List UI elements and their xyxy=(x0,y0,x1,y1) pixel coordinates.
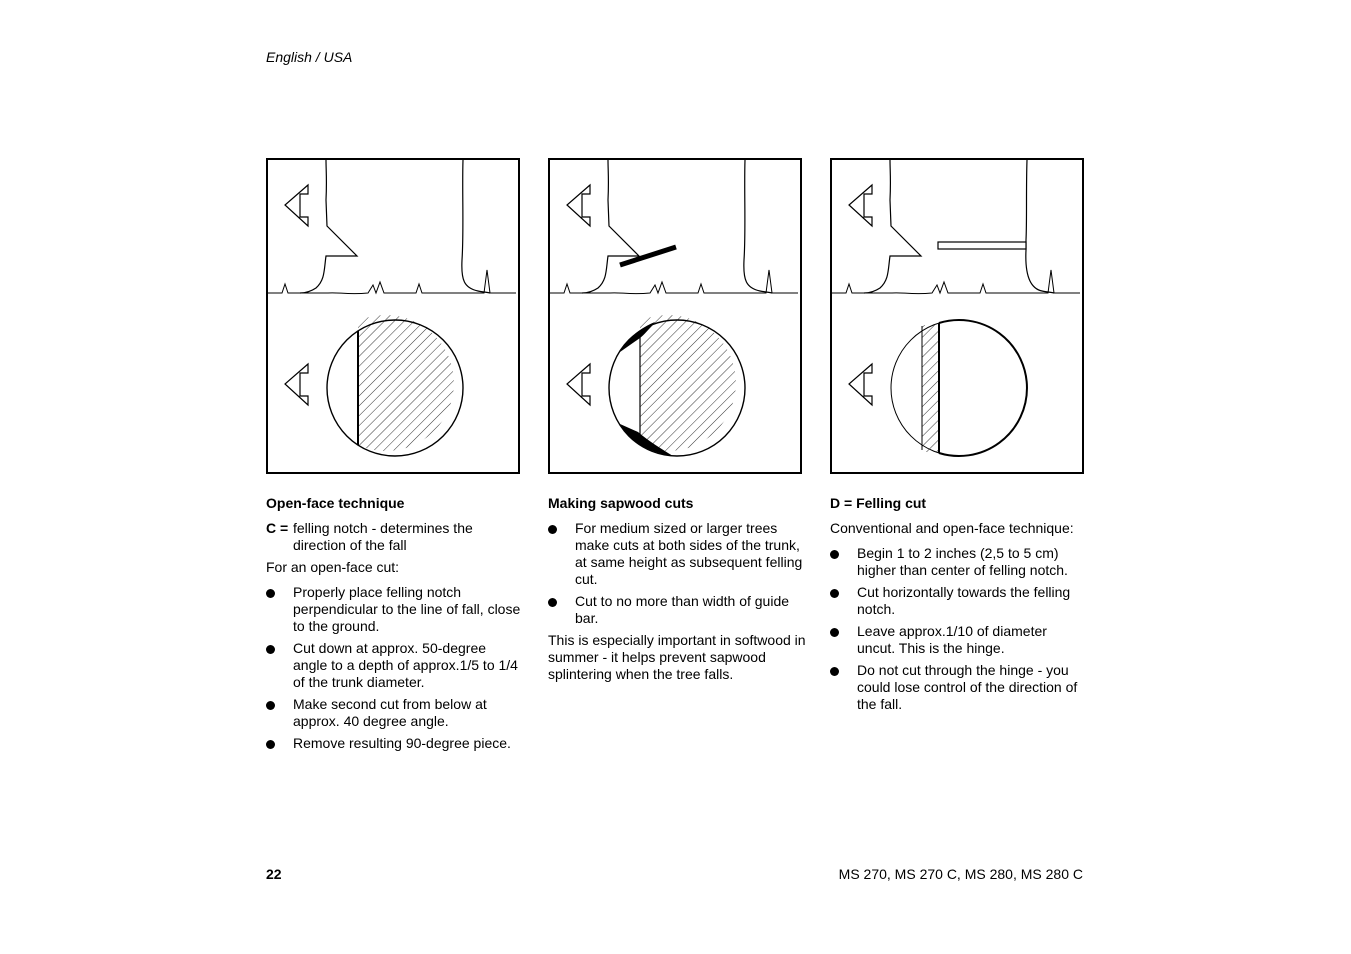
definition-term: C = xyxy=(266,520,289,536)
list-item: Begin 1 to 2 inches (2,5 to 5 cm) higher than center of felling notch. xyxy=(830,545,1088,579)
tree-trunk-back xyxy=(1026,160,1054,293)
trunk-cross-section-remaining xyxy=(939,320,1027,456)
hinge-hatched xyxy=(922,325,939,452)
bullet-icon xyxy=(266,740,275,749)
list-item: Do not cut through the hinge - you could lose control of the direction of the fall. xyxy=(830,662,1088,713)
column-sapwood xyxy=(548,495,806,691)
list-item: Cut down at approx. 50-degree angle to a depth of approx.1/5 to 1/4 of the trunk diameter. xyxy=(266,640,524,691)
column-felling-cut xyxy=(830,495,1088,718)
bullet-icon xyxy=(548,598,557,607)
trunk-cross-section-hatched xyxy=(358,315,454,451)
bullet-list xyxy=(266,584,524,752)
header-language: English / USA xyxy=(266,49,353,65)
bullet-icon xyxy=(830,628,839,637)
figure-felling-cut-drawing xyxy=(832,160,1082,472)
column-open-face xyxy=(266,495,524,757)
bullet-icon xyxy=(266,589,275,598)
felling-cut-slot xyxy=(938,242,1026,249)
arrow-left-icon xyxy=(285,364,308,405)
bullet-list xyxy=(830,545,1088,713)
tree-trunk-back xyxy=(744,160,772,293)
section-heading: Making sapwood cuts xyxy=(548,495,694,511)
arrow-left-icon xyxy=(567,185,590,226)
figure-sapwood-cuts-drawing xyxy=(550,160,800,472)
model-list: MS 270, MS 270 C, MS 280, MS 280 C xyxy=(838,866,1083,882)
trunk-cross-section-hatched xyxy=(640,315,736,451)
list-item: Make second cut from below at approx. 40 degree angle. xyxy=(266,696,524,730)
list-item: Remove resulting 90-degree piece. xyxy=(266,735,524,752)
arrow-left-icon xyxy=(567,364,590,405)
list-item: Cut horizontally towards the felling notch. xyxy=(830,584,1088,618)
definition-row xyxy=(266,520,524,554)
definition-text: felling notch - determines the direction of the fall xyxy=(293,520,473,553)
tree-trunk-back xyxy=(462,160,490,293)
figure-open-face-notch xyxy=(266,158,520,474)
list-item: For medium sized or larger trees make cuts at both sides of the trunk, at same height as subsequent felling cut. xyxy=(548,520,806,588)
figure-felling-cut xyxy=(830,158,1084,474)
list-item: Cut to no more than width of guide bar. xyxy=(548,593,806,627)
bullet-list xyxy=(548,520,806,627)
page-number: 22 xyxy=(266,866,282,882)
bullet-icon xyxy=(548,525,557,534)
section-heading: D = Felling cut xyxy=(830,495,927,511)
ground-line xyxy=(550,270,798,294)
intro-text: Conventional and open-face technique: xyxy=(830,520,1074,536)
ground-line xyxy=(832,270,1080,294)
section-heading: Open-face technique xyxy=(266,495,405,511)
figure-sapwood-cuts xyxy=(548,158,802,474)
bullet-icon xyxy=(830,589,839,598)
bullet-icon xyxy=(830,667,839,676)
list-item: Leave approx.1/10 of diameter uncut. This is the hinge. xyxy=(830,623,1088,657)
outro-text: This is especially important in softwood in summer - it helps prevent sapwood splintering when the tree falls. xyxy=(548,632,806,682)
bullet-icon xyxy=(830,550,839,559)
bullet-icon xyxy=(266,701,275,710)
bullet-icon xyxy=(266,645,275,654)
figure-open-face-notch-drawing xyxy=(268,160,518,472)
ground-line xyxy=(268,270,516,294)
intro-text: For an open-face cut: xyxy=(266,559,400,575)
arrow-left-icon xyxy=(849,364,872,405)
arrow-left-icon xyxy=(849,185,872,226)
list-item: Properly place felling notch perpendicular to the line of fall, close to the ground. xyxy=(266,584,524,635)
arrow-left-icon xyxy=(285,185,308,226)
